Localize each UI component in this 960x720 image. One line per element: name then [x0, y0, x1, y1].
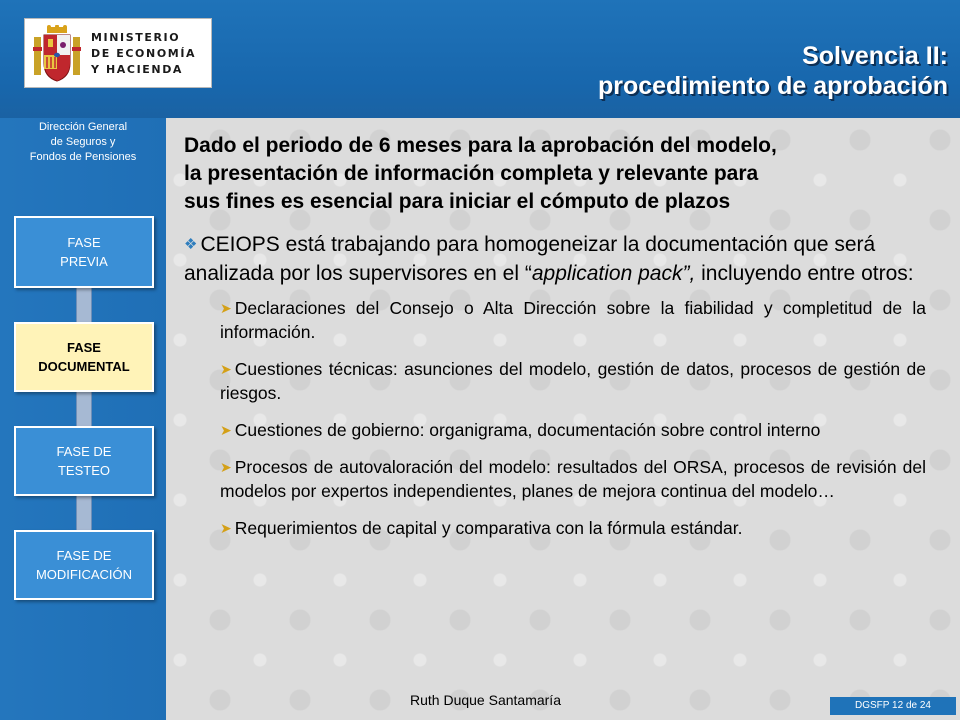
lead-line: sus fines es esencial para iniciar el cómputo de plazos — [184, 190, 731, 213]
list-item-text: Cuestiones de gobierno: organigrama, documentación sobre control interno — [234, 420, 821, 440]
phase-label: FASE DE — [56, 444, 112, 459]
list-item — [220, 357, 926, 405]
arrow-bullet-icon: ➤ — [220, 300, 232, 316]
list-item — [220, 455, 926, 503]
phase-label: MODIFICACIÓN — [35, 567, 133, 582]
slide-title-line1: Solvencia II: — [802, 42, 948, 70]
slide-body — [184, 132, 950, 553]
phase-label: DOCUMENTAL — [38, 359, 130, 374]
arrow-bullet-icon: ➤ — [220, 361, 232, 377]
phase-connector — [76, 392, 92, 426]
sub-bullet-list — [184, 296, 926, 540]
phase-connector — [76, 288, 92, 322]
main-bullet-suffix: incluyendo entre otros: — [695, 262, 914, 285]
phase-connector — [76, 494, 92, 530]
slide-title-line2: procedimiento de aprobación — [597, 72, 948, 100]
phase-documental[interactable] — [14, 322, 154, 392]
footer-author: Ruth Duque Santamaría — [410, 692, 561, 708]
phase-label: FASE DE — [56, 548, 112, 563]
arrow-bullet-icon: ➤ — [220, 422, 232, 438]
ministry-logo — [24, 18, 212, 88]
phase-modificacion[interactable] — [14, 530, 154, 600]
main-bullet — [184, 230, 950, 288]
main-bullet-text: CEIOPS está trabajando para homogeneizar la documentación que será analizada por los supervisores en el “ — [184, 233, 876, 285]
org-label — [8, 120, 158, 165]
lead-paragraph — [184, 132, 944, 216]
list-item-text: Declaraciones del Consejo o Alta Dirección sobre la fiabilidad y completitud de la información. — [220, 298, 926, 342]
diamond-bullet-icon: ❖ — [184, 236, 198, 253]
list-item — [220, 516, 926, 540]
list-item-text: Procesos de autovaloración del modelo: resultados del ORSA, procesos de revisión del modelos por expertos independientes, planes de mejora continua del modelo… — [220, 457, 926, 501]
phase-label: FASE — [67, 235, 101, 250]
lead-line: la presentación de información completa y relevante para — [184, 162, 759, 185]
phase-testeo[interactable] — [14, 426, 154, 496]
list-item-text: Cuestiones técnicas: asunciones del modelo, gestión de datos, procesos de gestión de riesgos. — [220, 359, 926, 403]
phase-previa[interactable] — [14, 216, 154, 288]
list-item — [220, 418, 926, 442]
slide-title — [388, 41, 948, 101]
list-item-text: Requerimientos de capital y comparativa con la fórmula estándar. — [234, 518, 743, 538]
ministry-line: MINISTERIO — [91, 31, 181, 44]
phase-label: FASE — [67, 340, 101, 355]
phase-label: TESTEO — [57, 463, 110, 478]
main-bullet-italic: application pack”, — [531, 262, 696, 285]
arrow-bullet-icon: ➤ — [220, 520, 232, 536]
arrow-bullet-icon: ➤ — [220, 459, 232, 475]
phase-label: PREVIA — [60, 254, 108, 269]
list-item — [220, 296, 926, 344]
coat-of-arms-icon — [33, 25, 81, 83]
org-line: Dirección General — [38, 121, 128, 133]
header-band — [0, 0, 960, 118]
ministry-name — [91, 30, 209, 78]
ministry-line: DE ECONOMÍA — [91, 47, 197, 60]
page-number: DGSFP 12 de 24 — [830, 697, 956, 715]
ministry-line: Y HACIENDA — [91, 63, 184, 76]
org-line: Fondos de Pensiones — [29, 151, 137, 163]
org-line: de Seguros y — [50, 136, 116, 148]
lead-line: Dado el periodo de 6 meses para la aprobación del modelo, — [184, 134, 777, 157]
